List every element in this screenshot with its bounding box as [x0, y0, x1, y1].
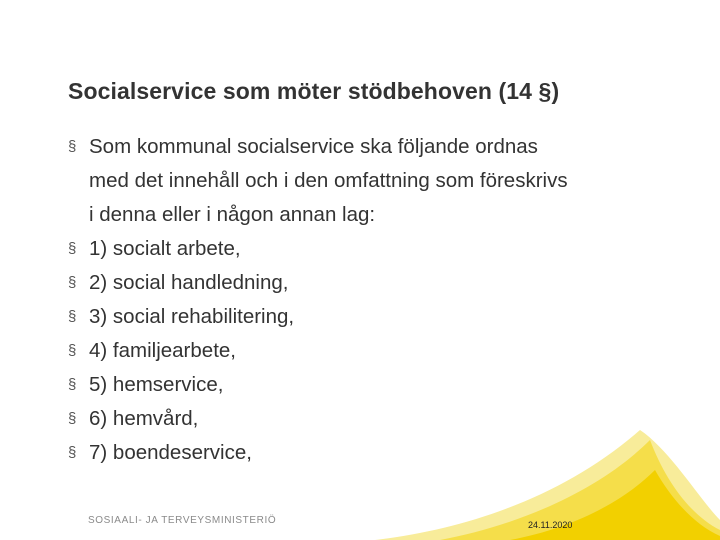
- bullet-item: [68, 300, 678, 334]
- bullet-text-line: 7) boendeservice,: [89, 441, 252, 464]
- bullet-item: [68, 266, 678, 300]
- footer-organization: SOSIAALI- JA TERVEYSMINISTERIÖ: [88, 515, 277, 526]
- bullet-list: [68, 130, 678, 470]
- footer-date: 24.11.2020: [528, 520, 573, 530]
- bullet-text-line: i denna eller i någon annan lag:: [89, 203, 376, 226]
- bullet-text-line: Som kommunal socialservice ska följande ordnas: [89, 135, 538, 158]
- bullet-text-line: 6) hemvård,: [89, 407, 199, 430]
- section-sign-icon: §: [68, 308, 77, 325]
- section-sign-icon: §: [68, 138, 77, 155]
- bullet-text-line: 4) familjearbete,: [89, 339, 236, 362]
- slide-title: Socialservice som möter stödbehoven (14 §): [68, 78, 560, 104]
- bullet-text-line: med det innehåll och i den omfattning som föreskrivs: [89, 169, 568, 192]
- bullet-text-line: 2) social handledning,: [89, 271, 289, 294]
- section-sign-icon: §: [68, 444, 77, 461]
- bullet-item: [68, 402, 678, 436]
- bullet-text-line: 5) hemservice,: [89, 373, 224, 396]
- section-sign-icon: §: [68, 274, 77, 291]
- bullet-item: [68, 334, 678, 368]
- section-sign-icon: §: [68, 410, 77, 427]
- bullet-text-line: 3) social rehabilitering,: [89, 305, 295, 328]
- bullet-item: [68, 232, 678, 266]
- bullet-text-line: 1) socialt arbete,: [89, 237, 241, 260]
- bullet-item: [68, 368, 678, 402]
- section-sign-icon: §: [68, 240, 77, 257]
- bullet-item: [68, 436, 678, 470]
- section-sign-icon: §: [68, 376, 77, 393]
- section-sign-icon: §: [68, 342, 77, 359]
- bullet-item: [68, 130, 678, 232]
